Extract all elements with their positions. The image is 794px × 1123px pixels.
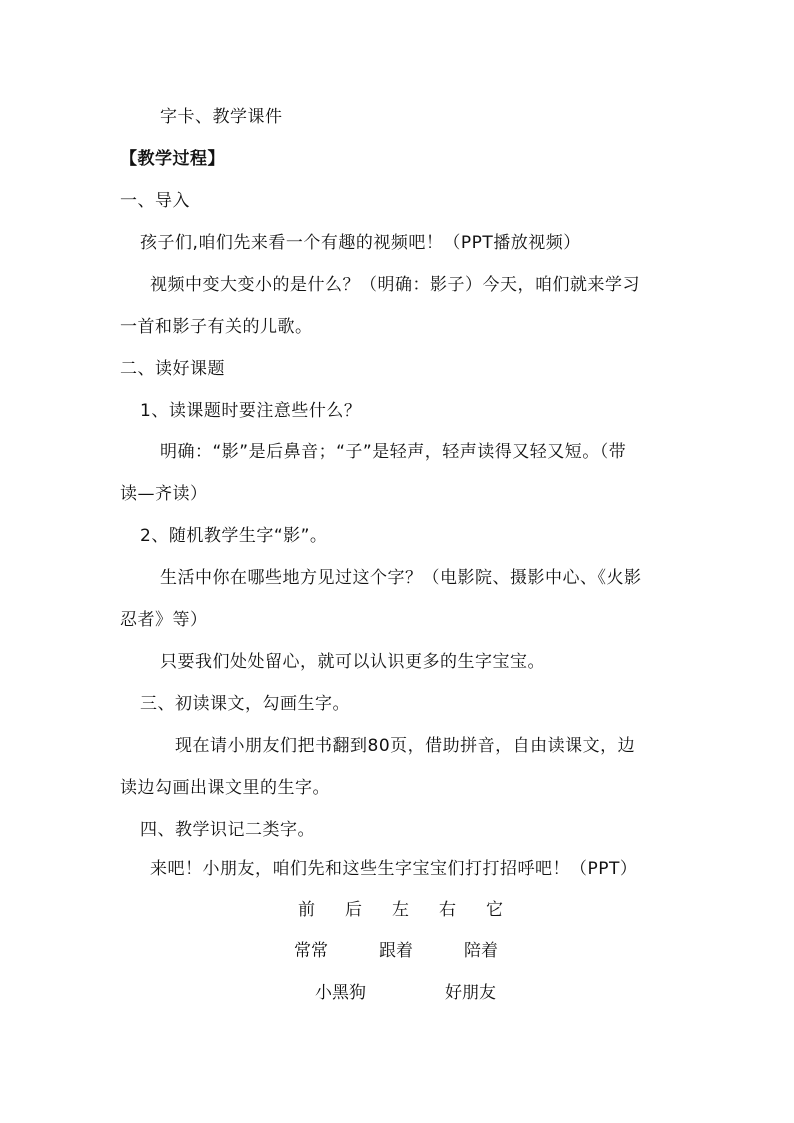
process-heading: 【教学过程】	[120, 149, 225, 169]
section-2-answer-1-line-2: 读—齐读）	[120, 484, 208, 504]
section-2-question-2: 2、随机教学生字“影”。	[140, 526, 328, 546]
section-3-title: 三、初读课文，勾画生字。	[140, 694, 350, 714]
word-card: 常常	[294, 941, 328, 961]
section-2-answer-2-line-3: 只要我们处处留心，就可以认识更多的生字宝宝。	[160, 652, 545, 672]
section-4-paragraph: 来吧！小朋友，咱们先和这些生字宝宝们打打招呼吧！（PPT）	[150, 859, 638, 879]
section-1-paragraph-1: 孩子们,咱们先来看一个有趣的视频吧！（PPT播放视频）	[140, 233, 581, 253]
section-2-title: 二、读好课题	[120, 359, 225, 379]
word-card: 后	[345, 900, 362, 920]
word-card: 陪着	[464, 941, 498, 961]
section-2-answer-2-line-2: 忍者》等）	[120, 610, 208, 630]
section-4-title: 四、教学识记二类字。	[140, 820, 315, 840]
section-3-paragraph-line-2: 读边勾画出课文里的生字。	[120, 778, 330, 798]
section-2-answer-2-line-1: 生活中你在哪些地方见过这个字？（电影院、摄影中心、《火影	[160, 568, 642, 588]
word-card: 右	[439, 900, 456, 920]
section-3-paragraph-line-1: 现在请小朋友们把书翻到80页，借助拼音，自由读课文，边	[175, 736, 636, 756]
materials-line: 字卡、教学课件	[160, 107, 283, 127]
section-2-question-1: 1、读课题时要注意些什么？	[140, 401, 362, 421]
word-card: 好朋友	[445, 983, 496, 1003]
word-card: 左	[392, 900, 409, 920]
word-card: 前	[298, 900, 315, 920]
word-card: 小黑狗	[315, 983, 366, 1003]
section-1-title: 一、导入	[120, 191, 190, 211]
word-card: 它	[486, 900, 503, 920]
section-1-paragraph-2-line-2: 一首和影子有关的儿歌。	[120, 317, 313, 337]
section-1-paragraph-2-line-1: 视频中变大变小的是什么？（明确：影子）今天，咱们就来学习	[150, 275, 640, 295]
section-2-answer-1-line-1: 明确：“影”是后鼻音；“子”是轻声，轻声读得又轻又短。（带	[160, 442, 627, 462]
word-card: 跟着	[379, 941, 413, 961]
